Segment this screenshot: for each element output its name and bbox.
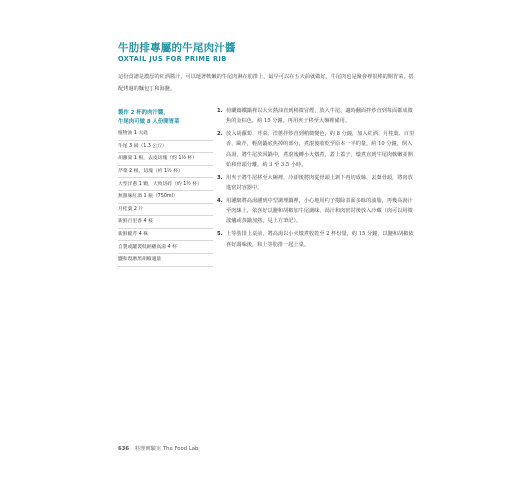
step-number: 4. [217,197,223,204]
ingredient-item: 鹽和現磨黑胡椒適量 [118,254,213,267]
step-text: 用濾網將高湯濾到中型調理鍋裡，小心地用杓子撈除表面多餘的油脂，再幾高湯汁至肉絲上，依喜好以鹽和胡椒加牛尾調味，湯汁和肉密封後放入冷藏（肉可以用微波爐或蒸鍋加熱，見上方筆記）。 [226,197,413,225]
recipe-subtitle: OXTAIL JUS FOR PRIME RIB [118,55,227,63]
ingredient-item: 植物油 1 大匙 [118,128,213,141]
page-footer [118,444,198,452]
ingredient-item: 芹菜 2 根，切塊（約 1½ 杯） [118,166,213,179]
step-item [217,229,417,250]
page-number: 636 [118,446,130,452]
ingredient-item: 無甜味紅酒 1 瓶（750ml） [118,191,213,204]
ingredients-list [118,128,213,267]
step-item [217,106,417,127]
ingredient-item: 牛尾 3 磅（1.3 公斤） [118,141,213,154]
ingredient-item: 月桂葉 2 片 [118,204,213,217]
step-text: 荷蘭鑄鐵鍋裡以大火熱油直到稍微冒煙，放入牛尾，適時翻面拌炒直到每面都成微焦的金棕色，約 15 分鐘。再用夾子移至大盤裡備用。 [226,108,413,125]
step-number: 2. [217,131,223,138]
ingredient-item: 胡蘿蔔 1 根，去皮切塊（約 1½ 杯） [118,153,213,166]
ingredient-item: 新鮮百里香 4 枝 [118,216,213,229]
ingredient-item: 大型洋蔥 1 顆，大致切碎（約 1½ 杯） [118,178,213,191]
step-text: 放入胡蘿蔔、芹菜、洋蔥拌炒直到稍微變色，約 8 分鐘，加入紅酒、月桂葉、百里香、歐芹，輕刮鍋底焦掉的部分，煮滾後收乾至原本一半的量，約 10 分鐘，倒入高湯，將牛尾放回鍋中，煮滾後轉小火燉煮，蓋上蓋子，燉煮直到牛尾肉軟嫩並開始和骨頭分離，約 3 至 3.5 小時。 [226,131,415,168]
recipe-title: 牛肋排專屬的牛尾肉汁醬 [118,42,236,54]
recipe-intro: 這份食譜是濃厚的紅酒醬汁，可以運著軟嫩的牛尾肉淋在肋排上，最早可以在五天前就做好。牛尾肉也是聚會裡很棒的開胃菜，搭配烤過的麵包丁和海鹽。 [118,74,414,92]
step-text: 上等肋排上桌前，將高湯以小火燉煮收乾至 2 杯份量，約 15 分鐘，以鹽和胡椒依喜好調味後，和上等肋排一起上桌。 [226,231,414,248]
step-item [217,173,417,194]
steps-list [217,106,417,252]
step-number: 3. [217,174,223,181]
ingredient-item: 新鮮歐芹 4 株 [118,229,213,242]
step-item [217,196,417,227]
ingredients-heading: 製作 2 杯的肉汁醬， 牛尾肉可做 8 人份開胃菜 [118,110,180,125]
step-number: 1. [217,108,223,114]
step-item [217,129,417,170]
step-text: 用夾子將牛尾移至大碗裡，冷卻後將肉從骨頭上剝下再切成絲，丟棄骨頭，將肉放進密封容器中。 [226,174,413,192]
book-title: 料理實驗室 The Food Lab [134,446,199,452]
step-number: 5. [217,231,223,238]
ingredient-item: 自製或罐裝低鈉雞高湯 4 杯 [118,241,213,254]
